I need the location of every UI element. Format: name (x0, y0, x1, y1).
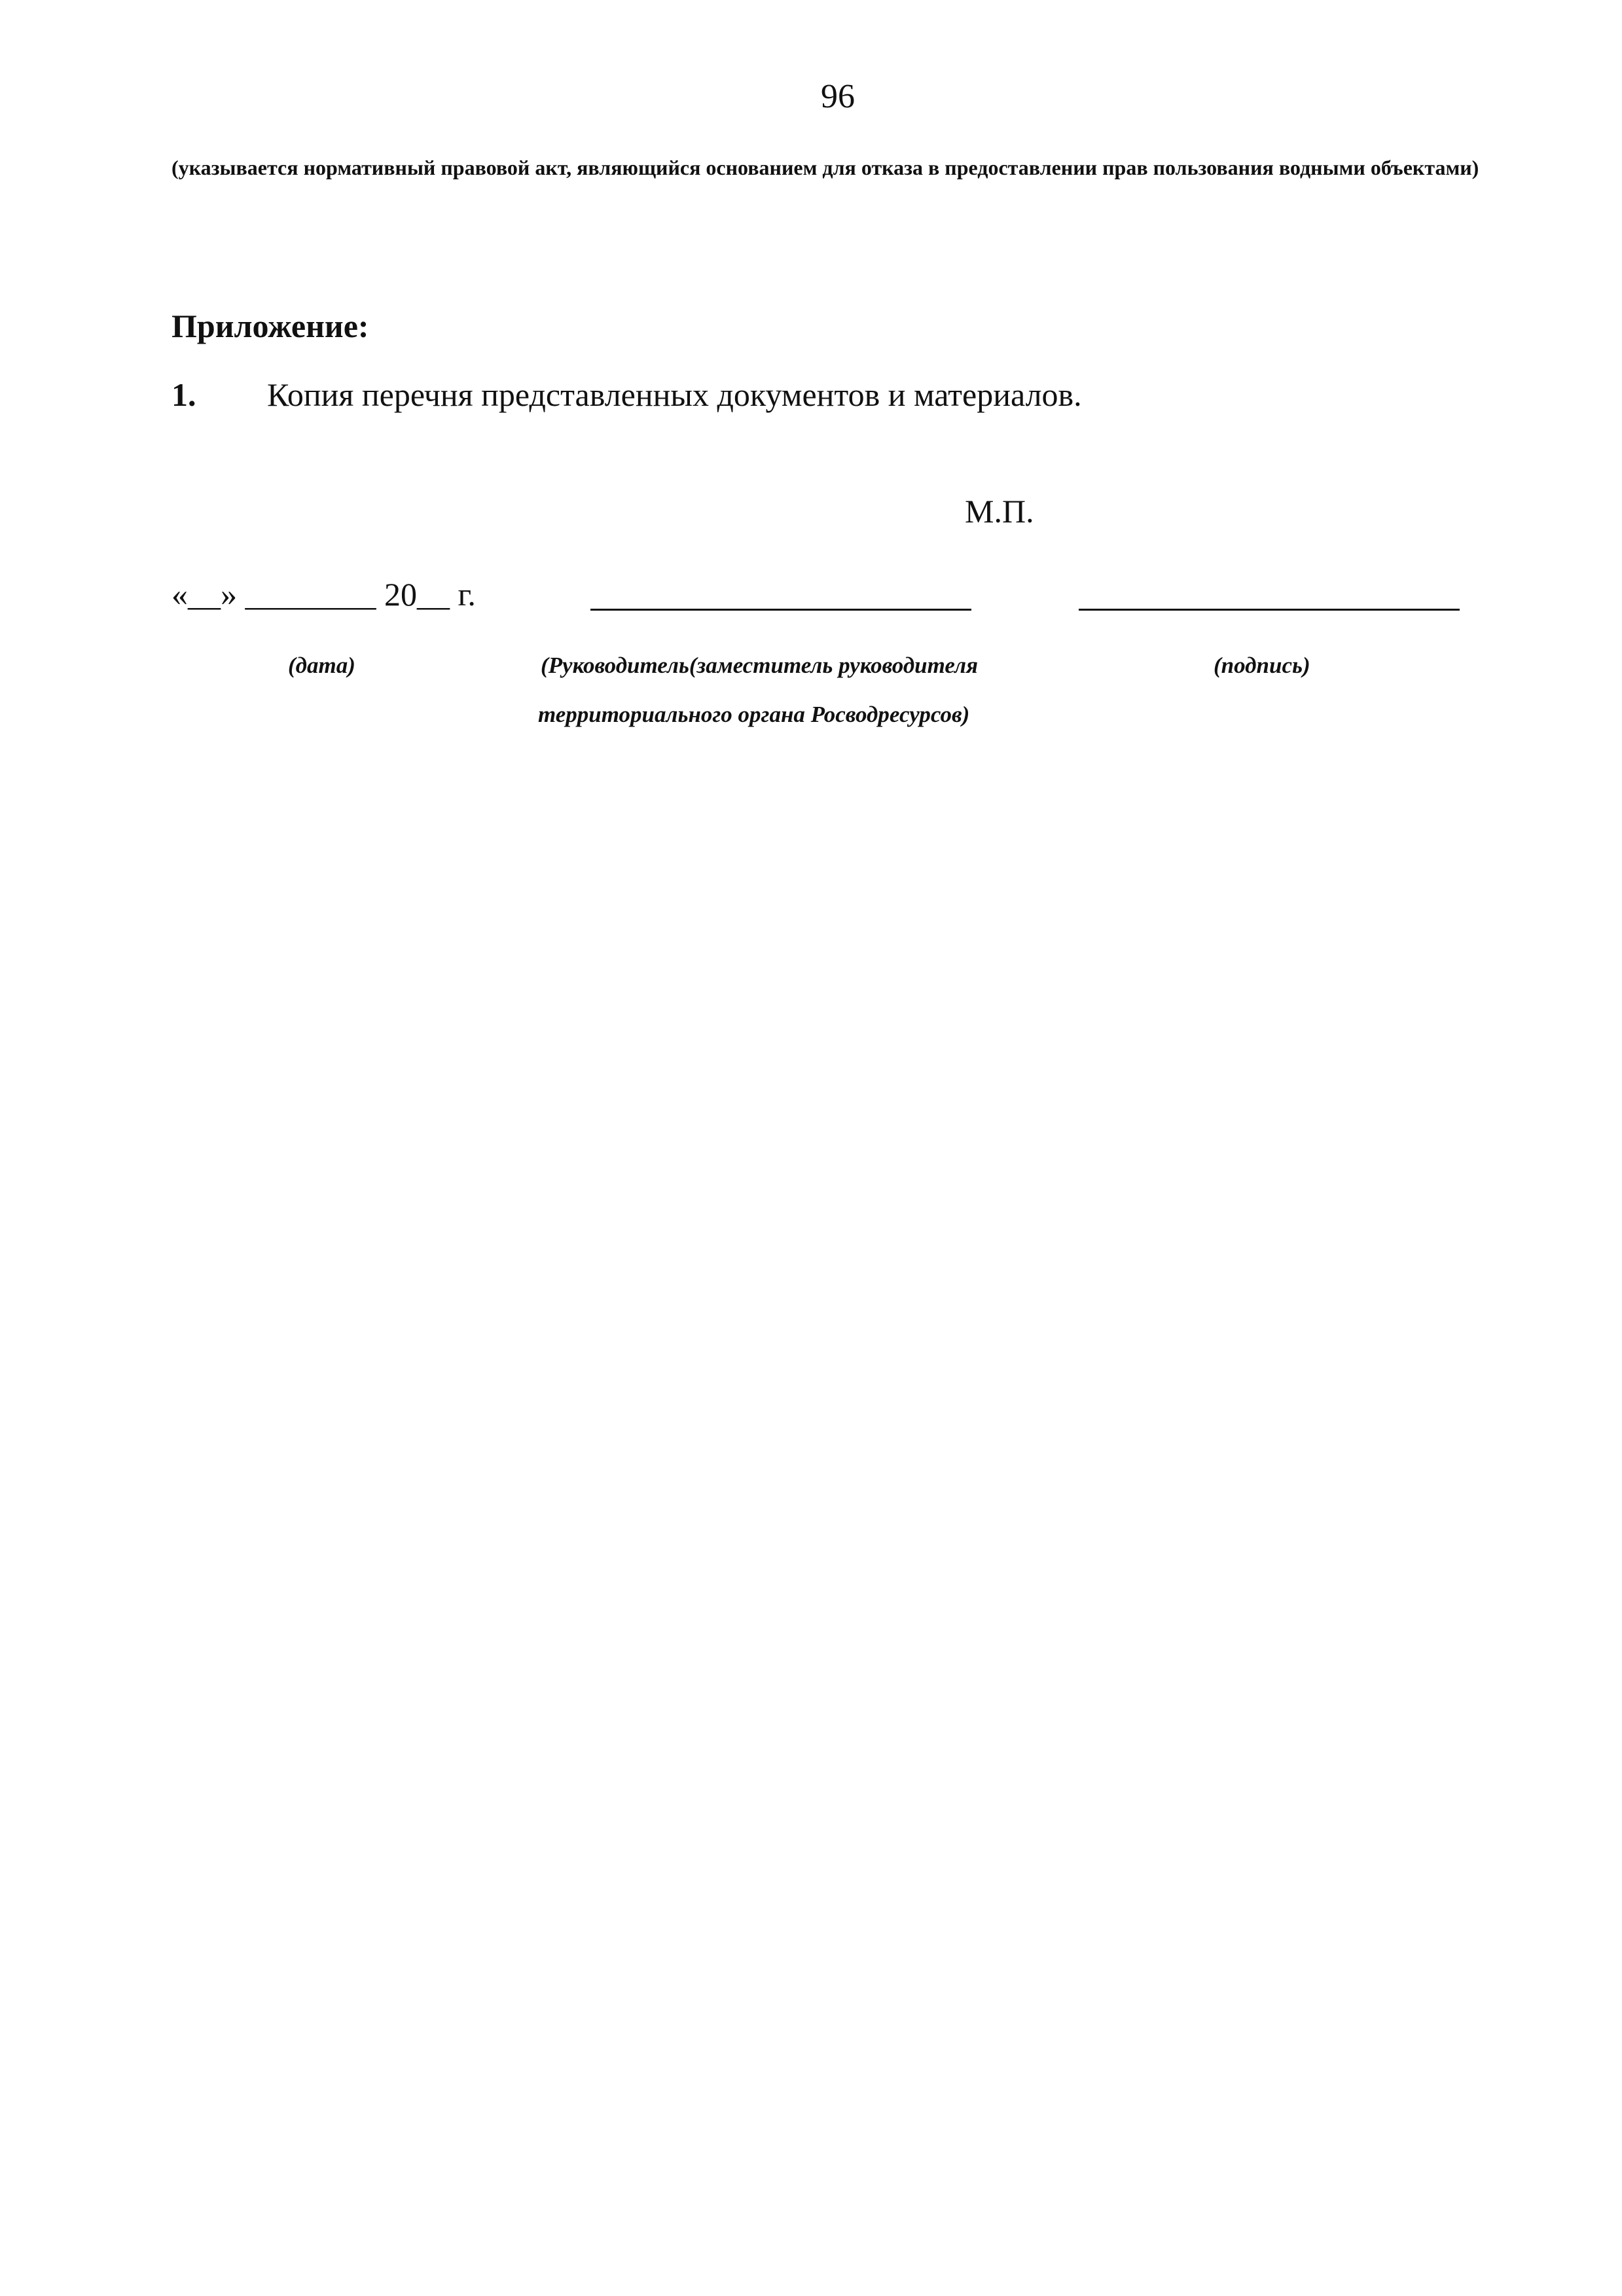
appendix-item-text: Копия перечня представленных документов и материалов. (267, 376, 1082, 413)
head-caption-line-1: (Руководитель(заместитель руководителя (541, 653, 979, 678)
appendix-heading: Приложение: (171, 308, 369, 344)
appendix-item-number: 1. (171, 376, 196, 413)
signature-caption: (подпись) (1214, 653, 1310, 678)
date-field: «__» ________ 20__ г. (171, 576, 476, 613)
signature-line (1079, 609, 1460, 611)
appendix-item (171, 375, 1082, 414)
legal-act-note: (указывается нормативный правовой акт, являющийся основанием для отказа в предоставлении прав пользования водными объектами) (171, 156, 1479, 179)
head-caption-line-2: территориального органа Росводресурсов) (538, 702, 970, 727)
page-number: 96 (821, 78, 855, 115)
stamp-place-label: М.П. (965, 493, 1034, 529)
head-name-line (590, 609, 971, 611)
date-caption: (дата) (288, 653, 355, 678)
